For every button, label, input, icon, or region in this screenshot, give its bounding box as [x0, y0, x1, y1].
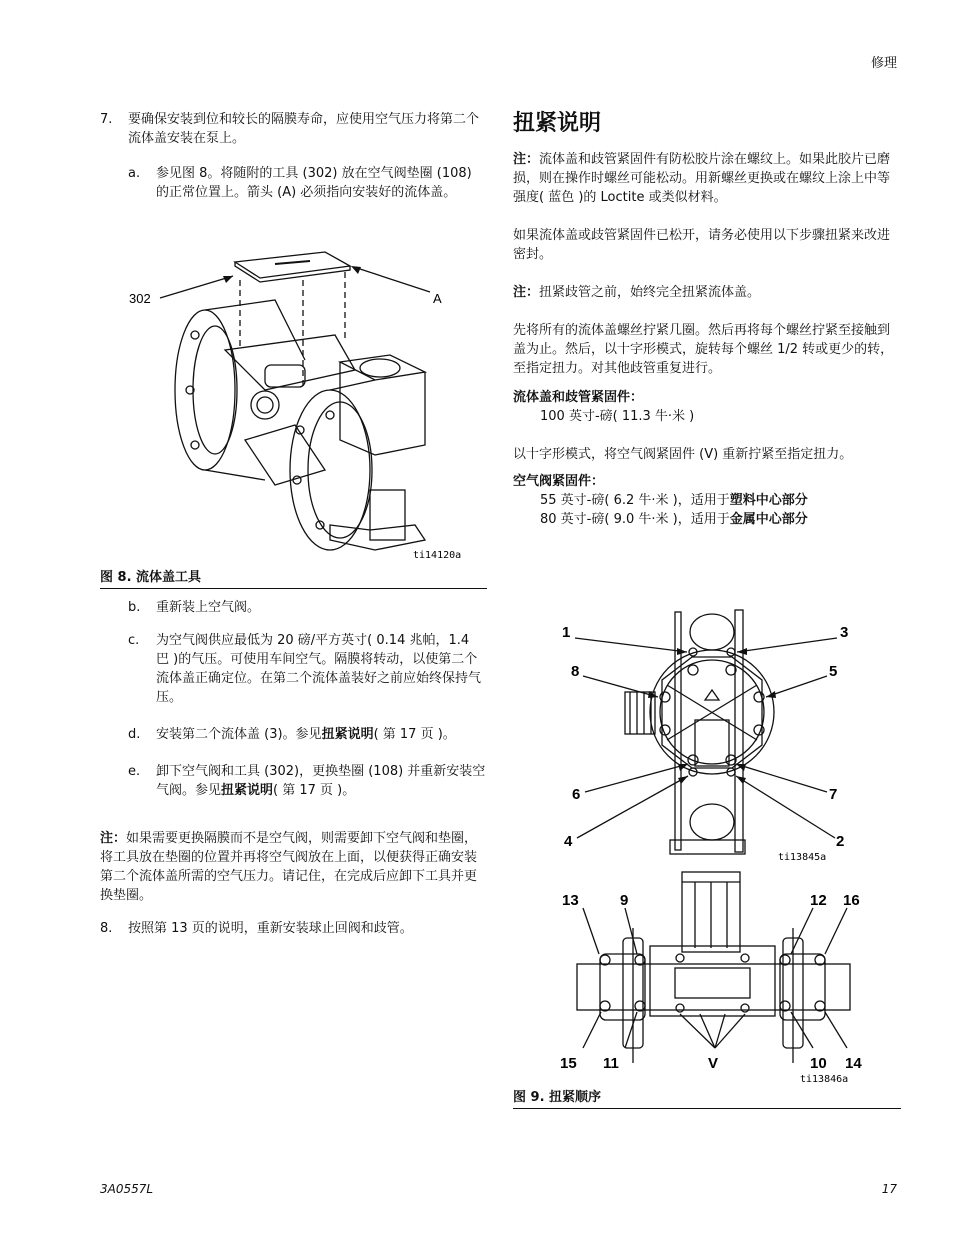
paragraph-3: 以十字形模式，将空气阀紧固件 (V) 重新拧紧至指定扭力。: [513, 447, 853, 462]
text-part: ( 第 17 页 )。: [273, 783, 356, 798]
note-block: [100, 829, 486, 905]
spec-text: 80 英寸-磅( 9.0 牛·米 )，适用于: [540, 512, 730, 527]
figure-8-fluid-cover-tool: [125, 240, 470, 565]
step-text: 按照第 13 页的说明，重新安装球止回阀和歧管。: [128, 921, 413, 936]
spec-2-heading: 空气阀紧固件：: [513, 474, 605, 489]
step-7a: [100, 164, 486, 202]
caption-rule: [513, 1108, 901, 1109]
bolt-label: 11: [603, 1055, 619, 1072]
spec-1-value: 100 英寸-磅( 11.3 牛·米 ): [540, 409, 695, 424]
figure-id: ti13846a: [800, 1074, 849, 1085]
bolt-label: 9: [620, 892, 629, 909]
spec-bold: 塑料中心部分: [729, 493, 808, 508]
text-part: 安装第二个流体盖 (3)。参见: [156, 727, 322, 742]
page-number: 17: [881, 1182, 897, 1196]
note-1: [513, 150, 901, 207]
section-title: 修理: [870, 56, 897, 71]
substep-text: 为空气阀供应最低为 20 磅/平方英寸( 0.14 兆帕，1.4 巴 )的气压。可使用车间空气。隔膜将转动，以使第二个流体盖正确定位。在第二个流体盖装好之前应始终保持气压。: [156, 633, 482, 705]
substep-letter: d.: [128, 727, 141, 742]
figure-9-front-view: [555, 600, 875, 865]
bolt-label: 8: [571, 663, 580, 680]
substep-letter: b.: [128, 600, 141, 615]
spec-2-line-2: [513, 510, 901, 529]
label-a: A: [433, 291, 442, 306]
bolt-label: 10: [810, 1055, 827, 1072]
bolt-label: 5: [829, 663, 838, 680]
figure-8-caption: 图 8. 流体盖工具: [100, 570, 202, 585]
bolt-label: V: [708, 1055, 719, 1072]
note-label: 注：: [513, 152, 540, 167]
bolt-label: 4: [564, 833, 573, 850]
figure-id: ti13845a: [778, 852, 827, 863]
substep-letter: a.: [128, 166, 141, 181]
bolt-label: 3: [840, 624, 849, 641]
figure-9-caption: 图 9. 扭紧顺序: [513, 1090, 602, 1105]
torque-instructions-link[interactable]: 扭紧说明: [321, 727, 374, 742]
substep-text: [156, 725, 486, 744]
step-number: 7.: [100, 112, 113, 127]
spec-text: 55 英寸-磅( 6.2 牛·米 )，适用于: [540, 493, 730, 508]
step-text: 要确保安装到位和较长的隔膜寿命，应使用空气压力将第二个流体盖安装在泵上。: [128, 112, 480, 146]
bolt-label: 7: [829, 786, 838, 803]
figure-9-bottom-view: [555, 868, 875, 1088]
step-number: 8.: [100, 921, 113, 936]
step-8: [100, 919, 486, 938]
substep-letter: e.: [128, 764, 141, 779]
bolt-label: 13: [562, 892, 579, 909]
document-id: 3A0557L: [100, 1182, 154, 1196]
spec-1-heading: 流体盖和歧管紧固件：: [513, 390, 644, 405]
step-7b: [128, 598, 486, 617]
right-column: [513, 110, 901, 529]
substep-text: 重新装上空气阀。: [156, 600, 261, 615]
paragraph-2: 先将所有的流体盖螺丝拧紧几圈。然后再将每个螺丝拧紧至接触到盖为止。然后，以十字形模式，旋转每个螺丝 1/2 转或更少的转，至指定扭力。对其他歧管重复进行。: [513, 323, 894, 376]
spec-bold: 金属中心部分: [729, 512, 808, 527]
section-heading: 扭紧说明: [513, 111, 602, 136]
bolt-label: 6: [572, 786, 581, 803]
bolt-label: 1: [562, 624, 571, 641]
substep-text: [156, 762, 486, 800]
spec-2-line-1: [513, 491, 901, 510]
left-column: [100, 110, 486, 202]
substep-letter: c.: [128, 633, 140, 648]
step-7c: [128, 631, 486, 707]
bolt-label: 15: [560, 1055, 577, 1072]
bolt-label: 2: [836, 833, 845, 850]
note-label: 注：: [513, 285, 540, 300]
note-text: 如果需要更换隔膜而不是空气阀，则需要卸下空气阀和垫圈，将工具放在垫圈的位置并再将空气阀放在上面，以便获得正确安装第二个流体盖所需的空气压力。请记住，在完成后应卸下工具并更换垫圈。: [100, 831, 478, 903]
label-302: 302: [129, 291, 151, 306]
note-text: 扭紧歧管之前，始终完全扭紧流体盖。: [539, 285, 761, 300]
step-7: [100, 110, 486, 148]
bolt-label: 16: [843, 892, 860, 909]
left-column-lower: [128, 598, 486, 800]
bolt-label: 14: [845, 1055, 862, 1072]
step-7d: [128, 725, 486, 744]
step-8-row: [100, 919, 486, 938]
note-text: 流体盖和歧管紧固件有防松胶片涂在螺纹上。如果此胶片已磨损，则在操作时螺丝可能松动。用新螺丝更换或在螺纹上涂上中等强度( 蓝色 )的 Loctite 或类似材料。: [513, 152, 891, 205]
text-part: ( 第 17 页 )。: [373, 727, 456, 742]
note-label: 注：: [100, 831, 127, 846]
step-7e: [128, 762, 486, 800]
bolt-label: 12: [810, 892, 827, 909]
torque-instructions-link[interactable]: 扭紧说明: [221, 783, 274, 798]
caption-rule: [100, 588, 487, 589]
substep-text: 参见图 8。将随附的工具 (302) 放在空气阀垫圈 (108) 的正常位置上。箭头 (A) 必须指向安装好的流体盖。: [156, 166, 472, 200]
text-part: 卸下空气阀和工具 (302)，更换垫圈 (108) 并重新安装空气阀。参见: [156, 764, 486, 798]
paragraph-1: 如果流体盖或歧管紧固件已松开，请务必使用以下步骤扭紧来改进密封。: [513, 228, 891, 262]
figure-id: ti14120a: [413, 550, 462, 561]
note-2: [513, 283, 901, 302]
